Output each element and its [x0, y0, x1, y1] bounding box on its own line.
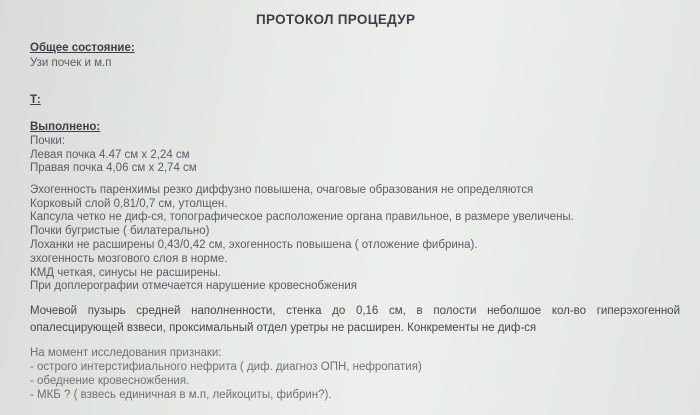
- done-line: Правая почка 4,06 см х 2,74 см: [30, 162, 197, 174]
- finding-line: Почки бугристые ( билатерально): [30, 225, 210, 237]
- t-label: Т:: [30, 94, 41, 106]
- signs-item: - острого интерстифиального нефрита ( диф. диагноз ОПН, нефропатия): [30, 361, 422, 373]
- finding-line: При доплерографии отмечается нарушение кровеснобжения: [30, 280, 358, 292]
- bladder-line: Мочевой пузырь средней наполненности, стенка до 0,16 см, в полости неболшое кол-во гиперэхогенной: [30, 305, 680, 317]
- finding-line: Лоханки не расширены 0,43/0,42 см, эхогенность повышена ( отложение фибрина).: [30, 239, 478, 251]
- finding-line: КМД четкая, синусы не расширены.: [30, 267, 221, 279]
- general-state-heading: Общее состояние:: [30, 42, 135, 54]
- document-title: ПРОТОКОЛ ПРОЦЕДУР: [256, 12, 416, 27]
- finding-line: Капсула четко не диф-ся, топографическое расположение органа правильное, в размере увеличены.: [30, 211, 574, 223]
- bladder-line: опалесцирующей взвеси, проксимальный отдел уретры не расширен. Конкременты не диф-ся: [30, 322, 537, 334]
- done-heading: Выполнено:: [30, 121, 101, 133]
- signs-item: - обеднение кровесножбения.: [30, 375, 190, 387]
- finding-line: Эхогенность паренхимы резко диффузно повышена, очаговые образования не определяются: [30, 184, 534, 196]
- done-line: Левая почка 4.47 см х 2,24 см: [30, 149, 190, 161]
- bladder-paragraph: [30, 303, 680, 337]
- signs-heading: На момент исследования признаки:: [30, 347, 222, 359]
- signs-item: - МКБ ? ( взвесь единичная в м.п, лейкоциты, фибрин?).: [30, 389, 332, 401]
- done-line: Почки:: [30, 135, 66, 147]
- finding-line: эхогенность мозгового слоя в норме.: [30, 253, 228, 265]
- general-state-value: Узи почек и м.п: [30, 57, 112, 69]
- finding-line: Корковый слой 0,81/0,7 см, утолщен.: [30, 198, 228, 210]
